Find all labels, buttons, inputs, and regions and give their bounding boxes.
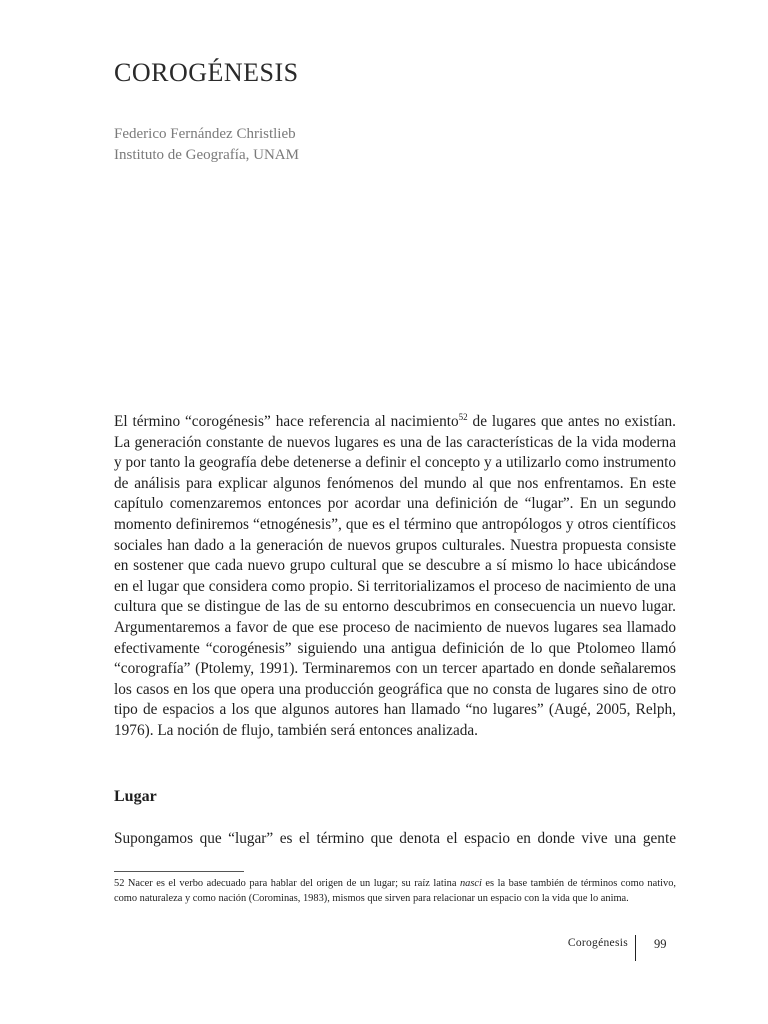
page-footer (540, 935, 690, 961)
intro-text-before-ref: El término “corogénesis” hace referencia al nacimiento (114, 413, 459, 430)
page-number: 99 (654, 937, 667, 951)
running-title: Corogénesis (567, 937, 628, 949)
lugar-paragraph: Supongamos que “lugar” es el término que denota el espacio en donde vive una gente (114, 830, 676, 847)
footnote-52 (114, 876, 676, 906)
author-affiliation: Instituto de Geografía, UNAM (114, 147, 299, 163)
author-name: Federico Fernández Christlieb (114, 126, 296, 142)
author-block (114, 124, 299, 166)
footnote-separator (114, 871, 244, 872)
section-heading-lugar: Lugar (114, 788, 157, 805)
intro-text-after-ref: de lugares que antes no existían. La generación constante de nuevos lugares es una de las características de la vida moderna y por tanto la geografía debe detenerse a definir el concepto y a utilizarlo como instrumento de análisis para explicar algunos fenómenos del mundo al que nos enfrentamos. En este capítulo comenzaremos entonces por acordar una definición de “lugar”. En un segundo momento definiremos “etnogénesis”, que es el término que antropólogos y otros científicos sociales han dado a la generación de nuevos grupos culturales. Nuestra propuesta consiste en sostener que cada nuevo grupo cultural que se descubre a sí mismo lo hace ubicándose en el lugar que considera como propio. Si territorializamos el proceso de nacimiento de una cultura que se distingue de las de su entorno descubrimos en consecuencia un nuevo lugar. Argumentaremos a favor de que ese proceso de nacimiento de nuevos lugares sea llamado efectivamente “corogénesis” siguiendo una antigua definición de lo que Ptolomeo llamó “corografía” (Ptolemy, 1991). Terminaremos con un tercer apartado en donde señalaremos los casos en los que opera una producción geográfica que no consta de lugares sino de otro tipo de espacios a los que algunos autores han llamado “no lugares” (Augé, 2005, Relph, 1976). La noción de flujo, también será entonces analizada. (114, 413, 676, 739)
footnote-text-after-italic: es la base también de términos como nativo, como naturaleza y como nación (Corominas, 1983), mismos que sirven para relacionar un espacio con la vida que lo anima. (114, 878, 676, 904)
chapter-title: COROGÉNESIS (114, 58, 299, 87)
intro-paragraph (114, 412, 676, 742)
footnote-text-before-italic: 52 Nacer es el verbo adecuado para hablar del origen de un lugar; su raíz latina (114, 878, 460, 889)
footnote-reference[interactable]: 52 (458, 412, 468, 422)
footnote-italic-word: nasci (459, 878, 482, 889)
footer-divider (635, 935, 636, 961)
